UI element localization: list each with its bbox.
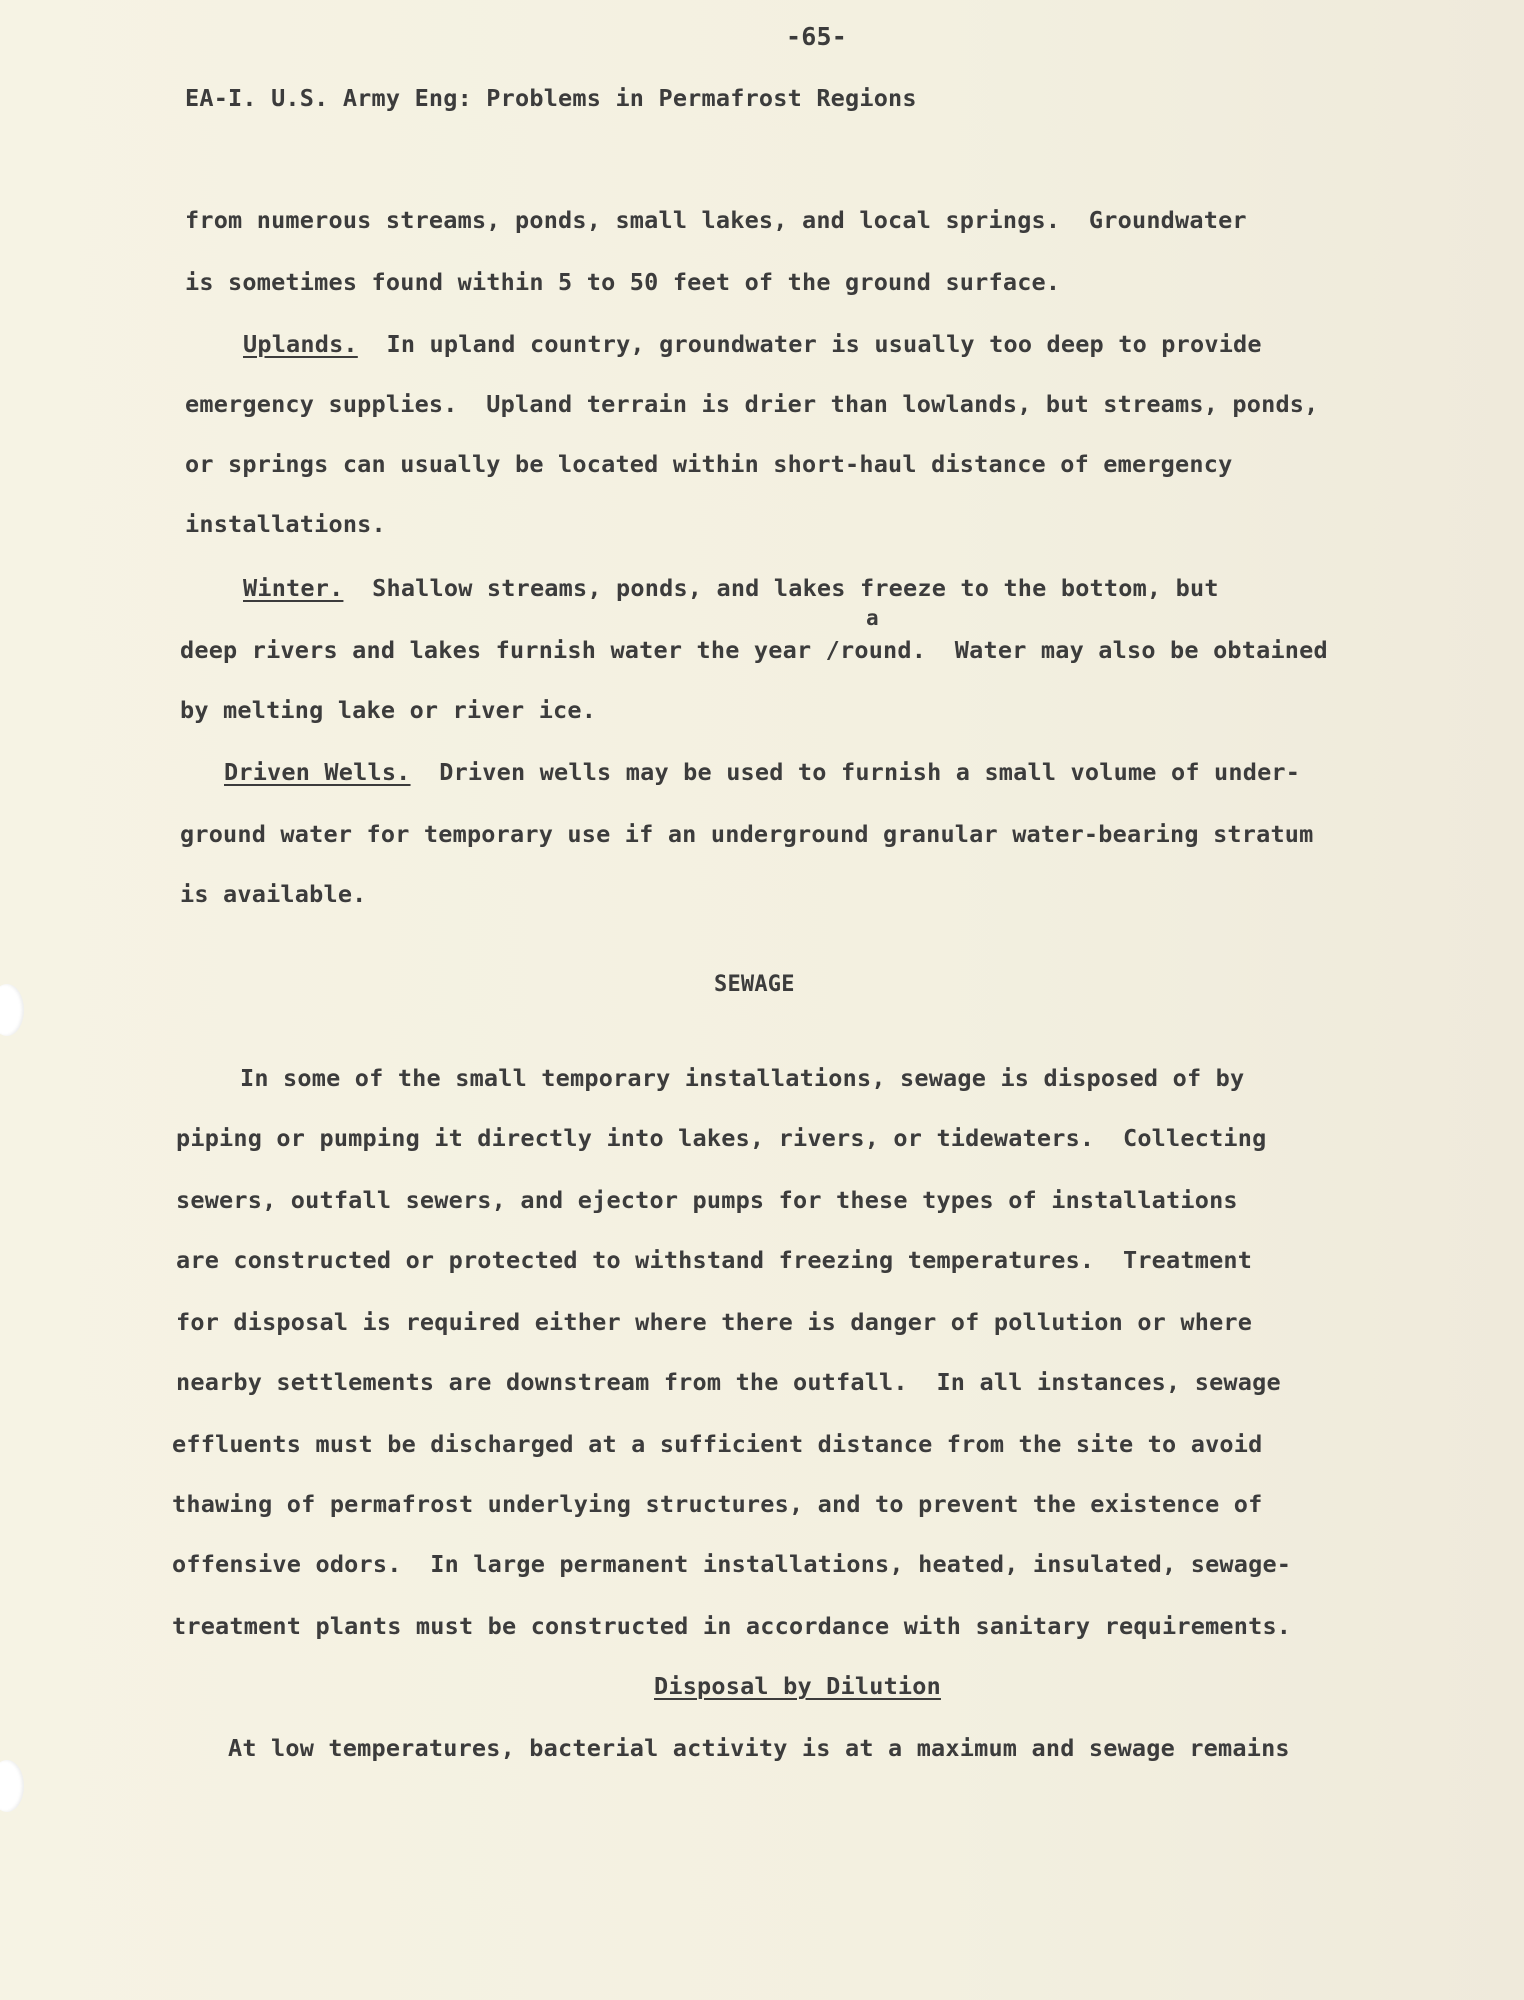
punch-hole-top bbox=[0, 984, 24, 1036]
body-text: Driven wells may be used to furnish a small volume of under- bbox=[410, 758, 1301, 786]
body-line: offensive odors. In large permanent installations, heated, insulated, sewage- bbox=[172, 1550, 1292, 1578]
body-text: In upland country, groundwater is usually too deep to provide bbox=[357, 330, 1262, 358]
body-line: is available. bbox=[180, 880, 367, 908]
body-line: treatment plants must be constructed in accordance with sanitary requirements. bbox=[172, 1612, 1292, 1640]
handwritten-insertion: a bbox=[866, 606, 879, 630]
body-line: In some of the small temporary installations, sewage is disposed of by bbox=[240, 1064, 1245, 1092]
body-line: installations. bbox=[185, 510, 386, 538]
running-header: EA-I. U.S. Army Eng: Problems in Permafrost Regions bbox=[185, 84, 917, 112]
body-line: emergency supplies. Upland terrain is drier than lowlands, but streams, ponds, bbox=[185, 390, 1319, 418]
body-line: or springs can usually be located within short-haul distance of emergency bbox=[185, 450, 1233, 478]
body-text: Shallow streams, ponds, and lakes freeze to the bottom, but bbox=[343, 574, 1219, 602]
winter-heading: Winter. bbox=[243, 574, 344, 602]
dilution-heading: Disposal by Dilution bbox=[654, 1672, 941, 1700]
body-line: nearby settlements are downstream from the outfall. In all instances, sewage bbox=[176, 1368, 1281, 1396]
punch-hole-bottom bbox=[0, 1760, 24, 1812]
driven-wells-line-1 bbox=[224, 758, 1300, 786]
uplands-heading: Uplands. bbox=[243, 330, 358, 358]
body-line: for disposal is required either where there is danger of pollution or where bbox=[176, 1308, 1253, 1336]
body-line: effluents must be discharged at a sufficient distance from the site to avoid bbox=[172, 1430, 1263, 1458]
body-line: are constructed or protected to withstand freezing temperatures. Treatment bbox=[176, 1246, 1253, 1274]
uplands-line-1 bbox=[243, 330, 1262, 358]
body-line: sewers, outfall sewers, and ejector pumps for these types of installations bbox=[176, 1186, 1238, 1214]
body-line: deep rivers and lakes furnish water the year /round. Water may also be obtained bbox=[180, 636, 1328, 664]
body-line: by melting lake or river ice. bbox=[180, 696, 597, 724]
body-line: At low temperatures, bacterial activity is at a maximum and sewage remains bbox=[228, 1734, 1290, 1762]
body-line: piping or pumping it directly into lakes, rivers, or tidewaters. Collecting bbox=[176, 1124, 1267, 1152]
body-line: from numerous streams, ponds, small lakes, and local springs. Groundwater bbox=[185, 206, 1247, 234]
driven-wells-heading: Driven Wells. bbox=[224, 758, 411, 786]
winter-line-1 bbox=[243, 574, 1219, 602]
sewage-heading: SEWAGE bbox=[714, 972, 795, 997]
body-line: ground water for temporary use if an underground granular water-bearing stratum bbox=[180, 820, 1314, 848]
page-number: -65- bbox=[786, 22, 848, 51]
body-line: is sometimes found within 5 to 50 feet of the ground surface. bbox=[185, 268, 1061, 296]
body-line: thawing of permafrost underlying structures, and to prevent the existence of bbox=[172, 1490, 1263, 1518]
